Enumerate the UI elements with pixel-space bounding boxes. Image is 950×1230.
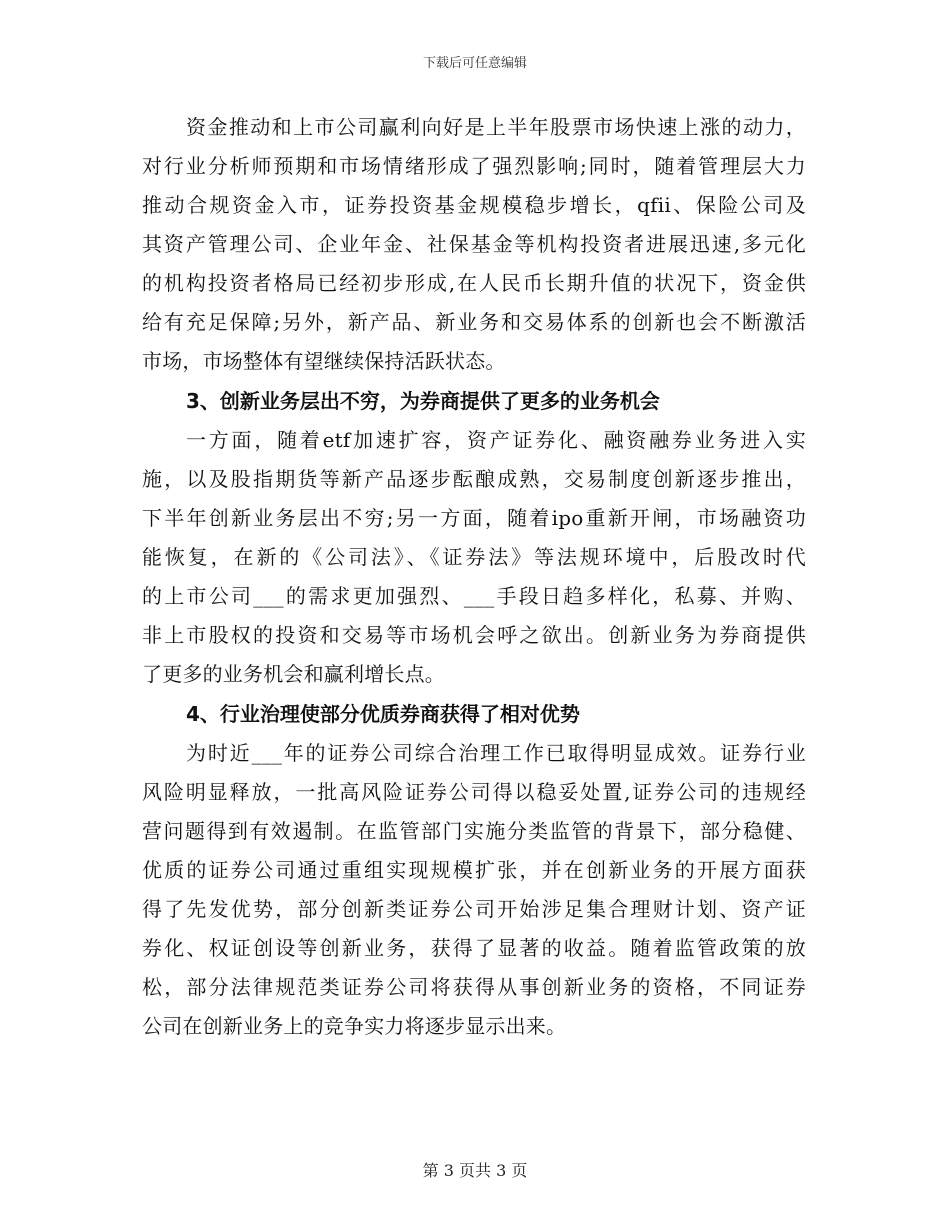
- text-line: 券化、权证创设等创新业务，获得了显著的收益。随着监管政策的放: [142, 936, 806, 960]
- text-line: 得了先发优势，部分创新类证券公司开始涉足集合理财计划、资产证: [142, 897, 806, 921]
- text-line: 能恢复，在新的《公司法》、《证券法》等法规环境中，后股改时代: [142, 545, 806, 569]
- page-number: 第 3 页共 3 页: [422, 1161, 528, 1180]
- text-line: 松，部分法律规范类证券公司将获得从事创新业务的资格，不同证券: [142, 975, 806, 999]
- text-line: 其资产管理公司、企业年金、社保基金等机构投资者进展迅速,多元化: [142, 232, 806, 256]
- text-line: 公司在创新业务上的竞争实力将逐步显示出来。: [142, 1014, 567, 1038]
- text-line: 市场，市场整体有望继续保持活跃状态。: [142, 349, 506, 373]
- section-4: [142, 694, 806, 1046]
- section-heading: 4、行业治理使部分优质券商获得了相对优势: [186, 702, 580, 726]
- text-line: 的上市公司___的需求更加强烈、___手段日趋多样化，私募、并购、: [142, 584, 806, 608]
- text-line: 非上市股权的投资和交易等市场机会呼之欲出。创新业务为券商提供: [142, 623, 806, 647]
- text-line: 风险明显释放，一批高风险证券公司得以稳妥处置,证券公司的违规经: [142, 780, 806, 804]
- page-header-note: 下载后可任意编辑: [422, 56, 527, 71]
- text-line: 为时近___年的证券公司综合治理工作已取得明显成效。证券行业: [186, 741, 806, 765]
- section-heading: 3、创新业务层出不穷，为券商提供了更多的业务机会: [186, 389, 660, 413]
- text-line: 下半年创新业务层出不穷;另一方面，随着ipo重新开闸，市场融资功: [142, 506, 806, 530]
- text-line: 的机构投资者格局已经初步形成,在人民币长期升值的状况下，资金供: [142, 271, 806, 295]
- section-3: [142, 381, 806, 694]
- text-line: 施，以及股指期货等新产品逐步酝酿成熟，交易制度创新逐步推出，: [142, 467, 806, 491]
- text-line: 推动合规资金入市，证券投资基金规模稳步增长，qfii、保险公司及: [142, 193, 806, 217]
- text-line: 给有充足保障;另外，新产品、新业务和交易体系的创新也会不断激活: [142, 310, 806, 334]
- text-line: 优质的证券公司通过重组实现规模扩张，并在创新业务的开展方面获: [142, 858, 806, 882]
- text-line: 资金推动和上市公司赢利向好是上半年股票市场快速上涨的动力，: [186, 115, 806, 139]
- text-line: 对行业分析师预期和市场情绪形成了强烈影响;同时，随着管理层大力: [142, 154, 806, 178]
- text-line: 了更多的业务机会和赢利增长点。: [142, 662, 445, 686]
- text-line: 一方面，随着etf加速扩容，资产证券化、融资融券业务进入实: [186, 428, 806, 452]
- document-body: [142, 108, 806, 1046]
- text-line: 营问题得到有效遏制。在监管部门实施分类监管的背景下，部分稳健、: [142, 819, 806, 843]
- paragraph-intro: [142, 108, 806, 381]
